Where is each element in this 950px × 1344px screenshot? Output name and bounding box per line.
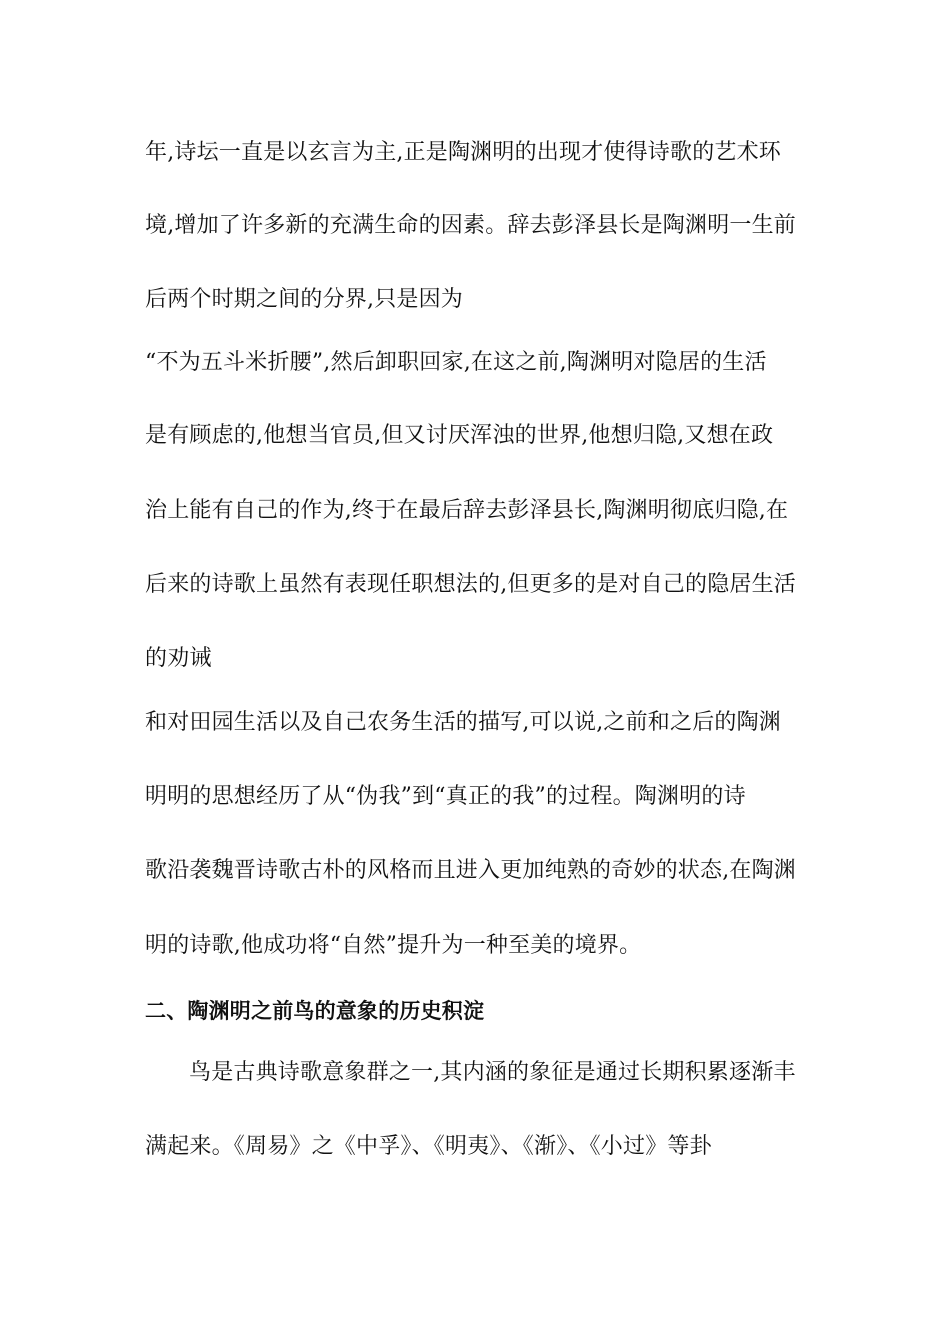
body-text-line: 是有顾虑的,他想当官员,但又讨厌浑浊的世界,他想归隐,又想在政: [145, 423, 774, 448]
body-text-line: 境,增加了许多新的充满生命的因素。辞去彭泽县长是陶渊明一生前: [145, 213, 796, 238]
body-text-line: 歌沿袭魏晋诗歌古朴的风格而且进入更加纯熟的奇妙的状态,在陶渊: [145, 858, 796, 883]
body-text-line: 后来的诗歌上虽然有表现任职想法的,但更多的是对自己的隐居生活: [145, 572, 796, 597]
body-text-line: 满起来。《周易》之《中孚》、《明夷》、《渐》、《小过》等卦: [145, 1134, 712, 1159]
body-text-line: 鸟是古典诗歌意象群之一,其内涵的象征是通过长期积累逐渐丰: [189, 1060, 796, 1085]
body-text-line: 和对田园生活以及自己农务生活的描写,可以说,之前和之后的陶渊: [145, 710, 781, 735]
section-heading: 二、陶渊明之前鸟的意象的历史积淀: [145, 998, 485, 1023]
body-text-line: 明的诗歌,他成功将“自然”提升为一种至美的境界。: [145, 933, 642, 958]
body-text-line: 明明的思想经历了从“伪我”到“真正的我”的过程。陶渊明的诗: [145, 784, 746, 809]
body-text-line: 的劝诫: [145, 646, 212, 671]
body-text-line: 后两个时期之间的分界,只是因为: [145, 287, 463, 312]
body-text-line: 治上能有自己的作为,终于在最后辞去彭泽县长,陶渊明彻底归隐,在: [145, 498, 789, 523]
body-text-line: 年,诗坛一直是以玄言为主,正是陶渊明的出现才使得诗歌的艺术环: [145, 140, 781, 165]
body-text-line: “不为五斗米折腰”,然后卸职回家,在这之前,陶渊明对隐居的生活: [145, 350, 767, 375]
